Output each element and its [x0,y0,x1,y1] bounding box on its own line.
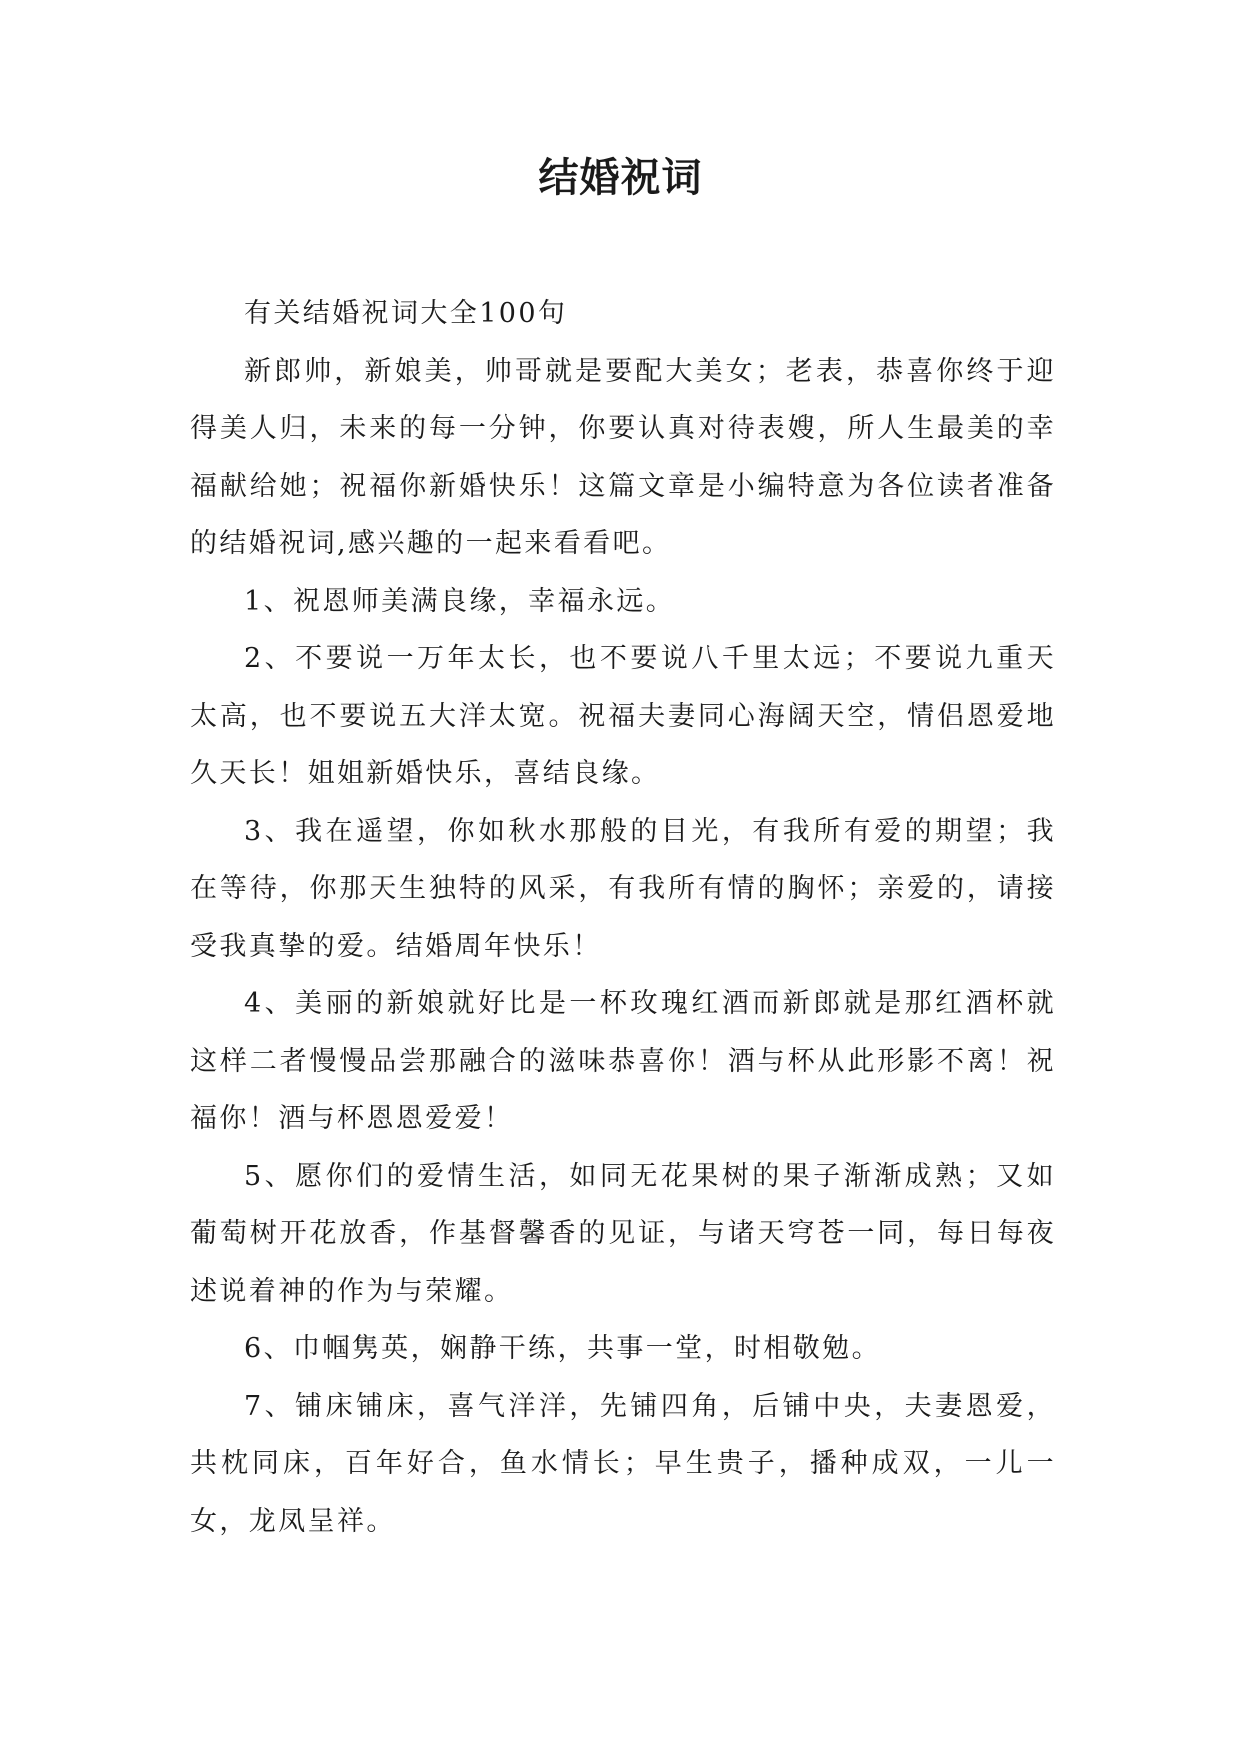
intro-paragraph: 新郎帅，新娘美，帅哥就是要配大美女；老表，恭喜你终于迎得美人归，未来的每一分钟，你要认真对待表嫂，所人生最美的幸福献给她；祝福你新婚快乐！这篇文章是小编特意为各位读者准备的结婚祝词,感兴趣的一起来看看吧。 [190,355,1056,559]
blessing-item-3: 3、我在遥望，你如秋水那般的目光，有我所有爱的期望；我在等待，你那天生独特的风采，有我所有情的胸怀；亲爱的，请接受我真挚的爱。结婚周年快乐！ [190,815,1056,962]
blessing-item-4: 4、美丽的新娘就好比是一杯玫瑰红酒而新郎就是那红酒杯就这样二者慢慢品尝那融合的滋味恭喜你！酒与杯从此形影不离！祝福你！酒与杯恩恩爱爱！ [190,988,1056,1134]
blessing-item-5: 5、愿你们的爱情生活，如同无花果树的果子渐渐成熟；又如葡萄树开花放香，作基督馨香的见证，与诸天穹苍一同，每日每夜述说着神的作为与荣耀。 [190,1160,1056,1307]
intro-heading: 有关结婚祝词大全100句 [244,298,568,329]
blessing-item-6: 6、巾帼隽英，娴静干练，共事一堂，时相敬勉。 [244,1333,881,1364]
blessing-item-7: 7、铺床铺床，喜气洋洋，先铺四角，后铺中央，夫妻恩爱，共枕同床，百年好合，鱼水情长；早生贵子，播种成双，一儿一女，龙凤呈祥。 [190,1390,1056,1537]
blessing-item-1: 1、祝恩师美满良缘，幸福永远。 [244,585,676,617]
blessing-item-2: 2、不要说一万年太长，也不要说八千里太远；不要说九重天太高，也不要说五大洋太宽。祝福夫妻同心海阔天空，情侣恩爱地久天长！姐姐新婚快乐，喜结良缘。 [190,643,1056,789]
document-title: 结婚祝词 [538,155,703,201]
document-body [190,285,1056,1550]
